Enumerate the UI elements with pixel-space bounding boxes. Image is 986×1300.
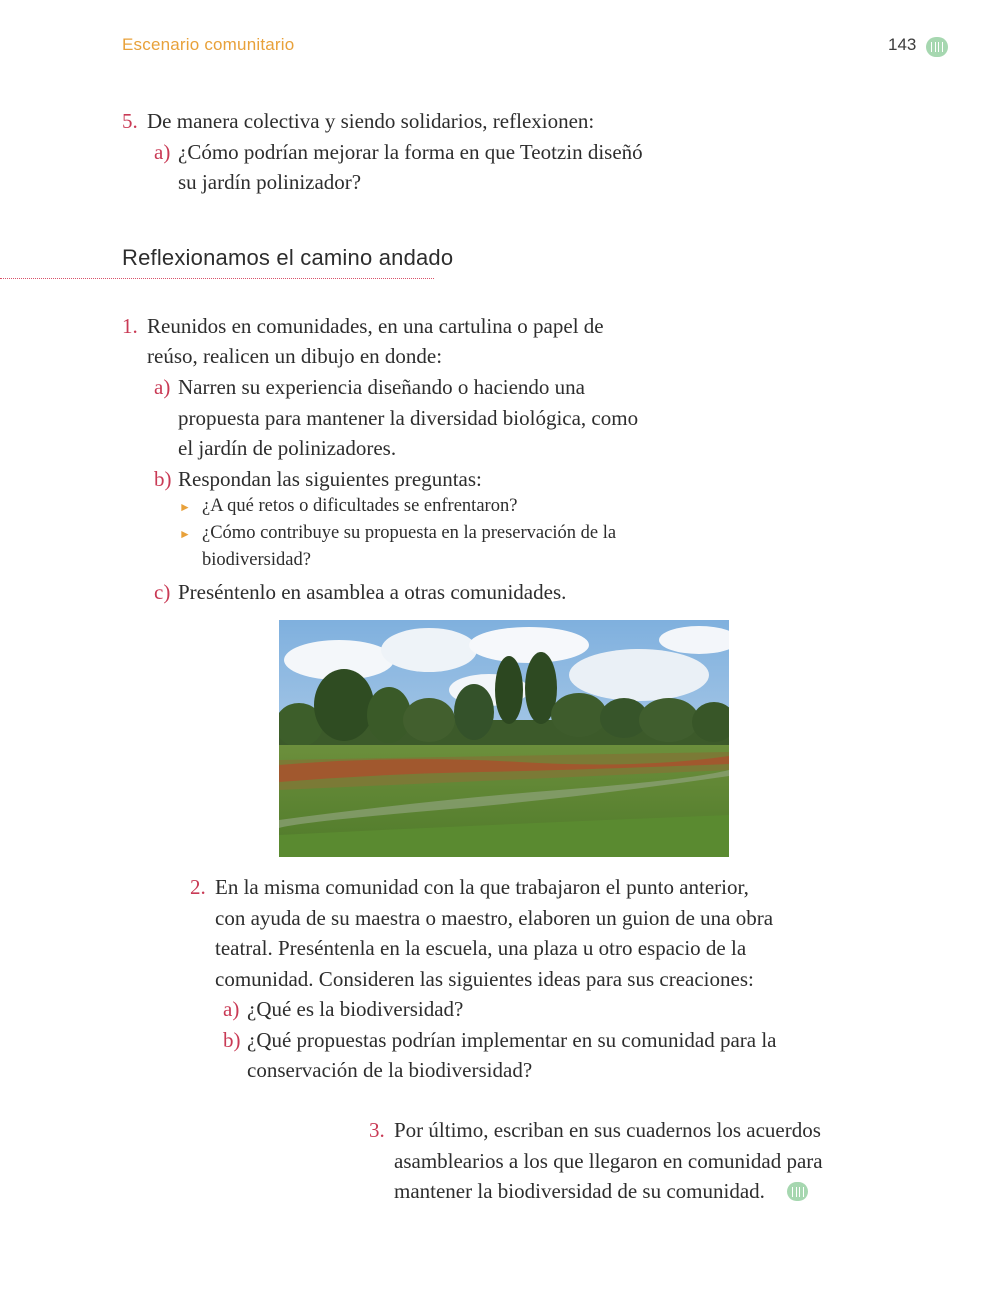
- bullet-arrow-icon: ►: [179, 500, 191, 514]
- activity-2-item-a-text: ¿Qué es la biodiversidad?: [247, 997, 464, 1021]
- activity-1-text: Reunidos en comunidades, en una cartulina o papel de: [147, 314, 604, 338]
- activity-1-item-a-line: el jardín de polinizadores.: [178, 436, 397, 460]
- activity-1-item-a-label: a): [154, 375, 171, 399]
- activity-2-text: En la misma comunidad con la que trabajaron el punto anterior,: [215, 875, 749, 899]
- activity-1-item-a-line: propuesta para mantener la diversidad biológica, como: [178, 406, 639, 430]
- activity-5-text: De manera colectiva y siendo solidarios, reflexionen:: [147, 109, 595, 133]
- community-chip-icon: [787, 1182, 808, 1201]
- activity-2-item-b-text: conservación de la biodiversidad?: [247, 1058, 533, 1082]
- activity-2-number: 2.: [190, 875, 206, 899]
- activity-3-text: Por último, escriban en sus cuadernos los acuerdos: [394, 1118, 821, 1142]
- activity-5-item-a-line: ¿Cómo podrían mejorar la forma en que Teotzin diseñó: [178, 140, 643, 164]
- activity-2-item-b-text: ¿Qué propuestas podrían implementar en su comunidad para la: [247, 1028, 777, 1052]
- activity-3-number: 3.: [369, 1118, 385, 1142]
- activity-1-text: reúso, realicen un dibujo en donde:: [147, 344, 443, 368]
- activity-2-text: con ayuda de su maestra o maestro, elaboren un guion de una obra: [215, 906, 774, 930]
- activity-3-text: asamblearios a los que llegaron en comunidad para: [394, 1149, 823, 1173]
- activity-1-item-b-text: Respondan las siguientes preguntas:: [178, 467, 482, 491]
- activity-5-item-a-label: a): [154, 140, 171, 164]
- activity-5-number: 5.: [122, 109, 138, 133]
- page-number: 143: [888, 35, 917, 54]
- running-header-section-title: Escenario comunitario: [122, 35, 295, 54]
- bullet-arrow-icon: ►: [179, 527, 191, 541]
- activity-1-bullet: ¿Cómo contribuye su propuesta en la preservación de la: [202, 523, 617, 543]
- activity-1-item-a-line: Narren su experiencia diseñando o haciendo una: [178, 375, 585, 399]
- activity-1-item-c-label: c): [154, 580, 171, 604]
- activity-1-bullet: biodiversidad?: [202, 550, 311, 570]
- activity-2-text: teatral. Preséntenla en la escuela, una plaza u otro espacio de la: [215, 936, 747, 960]
- section-divider: [0, 278, 434, 279]
- meadow-photo: [279, 620, 729, 857]
- community-chip-icon: [926, 37, 948, 57]
- activity-1-item-c-text: Preséntenlo en asamblea a otras comunidades.: [178, 580, 567, 604]
- activity-2-item-a-label: a): [223, 997, 240, 1021]
- activity-1-number: 1.: [122, 314, 138, 338]
- activity-1-item-b-label: b): [154, 467, 172, 491]
- section-heading: Reflexionamos el camino andado: [122, 245, 454, 270]
- activity-2-item-b-label: b): [223, 1028, 241, 1052]
- activity-3-text: mantener la biodiversidad de su comunidad.: [394, 1179, 765, 1203]
- activity-2-text: comunidad. Consideren las siguientes ideas para sus creaciones:: [215, 967, 754, 991]
- activity-1-bullet: ¿A qué retos o dificultades se enfrentaron?: [202, 496, 518, 516]
- activity-5-item-a-line: su jardín polinizador?: [178, 170, 362, 194]
